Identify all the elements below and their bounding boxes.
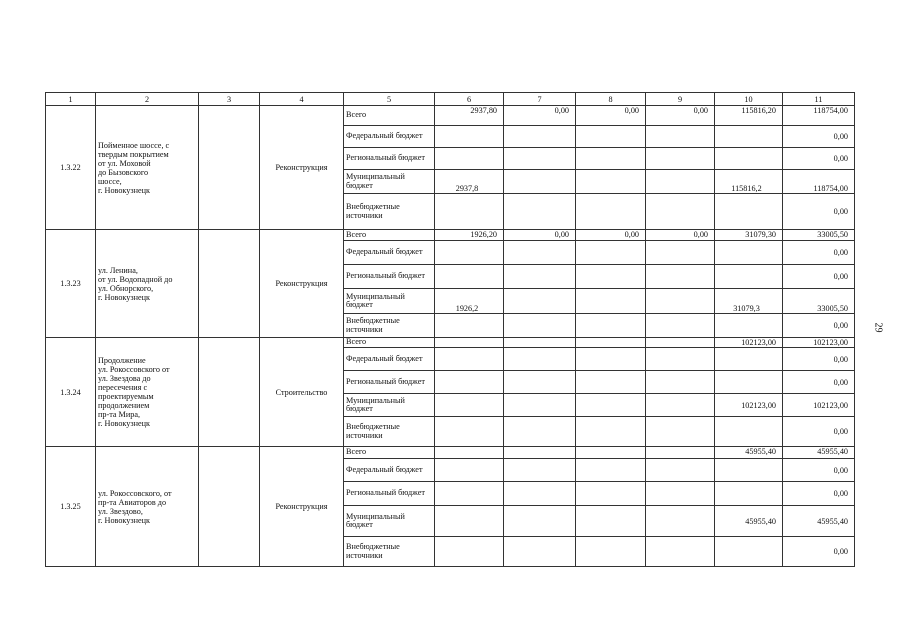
- cell-value: 102123,00: [813, 400, 848, 410]
- object-name-line: проектируемым: [98, 392, 154, 401]
- value-col-6: [435, 482, 504, 506]
- funding-source: Федеральный бюджет: [344, 241, 435, 265]
- funding-source: Муниципальный бюджет: [344, 506, 435, 537]
- value-col-10: [715, 506, 783, 537]
- funding-source: Федеральный бюджет: [344, 459, 435, 482]
- column-number-2: 2: [96, 93, 199, 106]
- value-col-8: [576, 394, 646, 417]
- empty-cell: [199, 230, 260, 338]
- value-col-7: [504, 230, 576, 241]
- object-name-line: продолжением: [98, 401, 150, 410]
- cell-value: 0,00: [554, 106, 569, 115]
- value-col-10: [715, 230, 783, 241]
- value-col-8: [576, 459, 646, 482]
- funding-source: Всего: [344, 338, 435, 348]
- empty-cell: [199, 338, 260, 447]
- object-name-line: твердым покрытием: [98, 149, 169, 159]
- column-number-row: [46, 93, 855, 106]
- value-col-11: [783, 371, 855, 394]
- object-name: [96, 447, 199, 567]
- cell-value: 45955,40: [817, 516, 848, 526]
- object-name-line: г. Новокузнецк: [98, 515, 151, 525]
- cell-value: 118754,00: [813, 184, 848, 193]
- value-col-11: [783, 506, 855, 537]
- cell-value: 31079,30: [745, 230, 776, 239]
- object-name-line: ул. Рокоссовского от: [98, 365, 170, 374]
- object-name-line: от ул. Моховой: [98, 158, 151, 168]
- value-col-6: [435, 230, 504, 241]
- page-number: 29: [872, 322, 884, 333]
- value-col-7: [504, 371, 576, 394]
- value-col-10: [715, 537, 783, 567]
- cell-value: 33005,50: [817, 304, 848, 313]
- value-col-7: [504, 241, 576, 265]
- value-col-10: [715, 459, 783, 482]
- cell-value: 115816,20: [741, 106, 776, 115]
- funding-source: Муниципальный бюджет: [344, 394, 435, 417]
- cell-value: 2937,8: [455, 184, 479, 193]
- funding-source: Федеральный бюджет: [344, 126, 435, 148]
- object-name-line: от ул. Водопадной до: [98, 274, 173, 284]
- value-col-8: [576, 417, 646, 447]
- value-col-9: [646, 447, 715, 459]
- value-col-7: [504, 289, 576, 314]
- value-col-10: [715, 289, 783, 314]
- funding-source: Федеральный бюджет: [344, 348, 435, 371]
- funding-source: Региональный бюджет: [344, 148, 435, 170]
- value-col-6: [435, 148, 504, 170]
- value-col-11: [783, 338, 855, 348]
- value-col-7: [504, 537, 576, 567]
- funding-source: Региональный бюджет: [344, 265, 435, 289]
- value-col-10: [715, 394, 783, 417]
- object-name-line: ул. Рокоссовского, от: [98, 488, 172, 498]
- item-number: 1.3.22: [46, 106, 96, 230]
- value-col-6: [435, 126, 504, 148]
- value-col-8: [576, 106, 646, 126]
- cell-value: 0,00: [624, 106, 639, 115]
- value-col-6: [435, 459, 504, 482]
- value-col-9: [646, 194, 715, 230]
- funding-source: Всего: [344, 447, 435, 459]
- value-col-8: [576, 289, 646, 314]
- table-row: [46, 230, 855, 241]
- value-col-8: [576, 371, 646, 394]
- cell-value: 115816,2: [731, 184, 762, 193]
- value-col-6: [435, 417, 504, 447]
- value-col-11: [783, 241, 855, 265]
- value-col-10: [715, 170, 783, 194]
- column-number-3: 3: [199, 93, 260, 106]
- value-col-6: [435, 170, 504, 194]
- column-number-7: 7: [504, 93, 576, 106]
- item-number: 1.3.23: [46, 230, 96, 338]
- value-col-8: [576, 265, 646, 289]
- object-name-line: ул. Ленина,: [98, 265, 138, 275]
- object-name-line: пересечения с: [98, 383, 148, 392]
- funding-source: Внебюджетные источники: [344, 194, 435, 230]
- value-col-11: [783, 106, 855, 126]
- value-col-10: [715, 126, 783, 148]
- object-name: [96, 338, 199, 447]
- value-col-11: [783, 265, 855, 289]
- cell-value: 102123,00: [741, 338, 776, 347]
- funding-source: Внебюджетные источники: [344, 537, 435, 567]
- value-col-8: [576, 537, 646, 567]
- value-col-7: [504, 148, 576, 170]
- cell-value: 0,00: [833, 377, 848, 387]
- value-col-7: [504, 506, 576, 537]
- object-name-line: г. Новокузнецк: [98, 185, 151, 195]
- cell-value: 0,00: [833, 547, 848, 556]
- value-col-10: [715, 241, 783, 265]
- value-col-9: [646, 126, 715, 148]
- value-col-10: [715, 348, 783, 371]
- cell-value: 0,00: [833, 489, 848, 498]
- value-col-7: [504, 394, 576, 417]
- value-col-6: [435, 348, 504, 371]
- value-col-10: [715, 194, 783, 230]
- value-col-8: [576, 148, 646, 170]
- value-col-11: [783, 482, 855, 506]
- value-col-11: [783, 447, 855, 459]
- value-col-9: [646, 338, 715, 348]
- value-col-6: [435, 371, 504, 394]
- value-col-8: [576, 506, 646, 537]
- value-col-7: [504, 106, 576, 126]
- cell-value: 31079,3: [733, 304, 760, 313]
- value-col-9: [646, 348, 715, 371]
- funding-source: Внебюджетные источники: [344, 314, 435, 338]
- funding-source: Внебюджетные источники: [344, 417, 435, 447]
- cell-value: 0,00: [693, 230, 708, 239]
- value-col-9: [646, 230, 715, 241]
- value-col-9: [646, 314, 715, 338]
- cell-value: 0,00: [833, 154, 848, 163]
- column-number-6: 6: [435, 93, 504, 106]
- value-col-6: [435, 289, 504, 314]
- cell-value: 1926,2: [455, 304, 479, 313]
- value-col-9: [646, 170, 715, 194]
- column-number-4: 4: [260, 93, 344, 106]
- value-col-11: [783, 230, 855, 241]
- value-col-7: [504, 348, 576, 371]
- value-col-11: [783, 537, 855, 567]
- value-col-11: [783, 459, 855, 482]
- cell-value: 0,00: [554, 230, 569, 239]
- cell-value: 0,00: [624, 230, 639, 239]
- funding-source: Всего: [344, 106, 435, 126]
- cell-value: 45955,40: [745, 516, 776, 526]
- value-col-6: [435, 194, 504, 230]
- table-row: [46, 338, 855, 348]
- value-col-9: [646, 289, 715, 314]
- cell-value: 0,00: [833, 132, 848, 141]
- empty-cell: [199, 447, 260, 567]
- value-col-9: [646, 482, 715, 506]
- object-name-line: пр-та Авиаторов до: [98, 497, 167, 507]
- value-col-8: [576, 230, 646, 241]
- value-col-9: [646, 417, 715, 447]
- value-col-10: [715, 338, 783, 348]
- funding-source: Всего: [344, 230, 435, 241]
- cell-value: 0,00: [833, 207, 848, 216]
- value-col-9: [646, 537, 715, 567]
- value-col-6: [435, 241, 504, 265]
- value-col-11: [783, 126, 855, 148]
- value-col-10: [715, 314, 783, 338]
- value-col-7: [504, 194, 576, 230]
- value-col-11: [783, 170, 855, 194]
- value-col-7: [504, 447, 576, 459]
- cell-value: 2937,80: [470, 106, 497, 115]
- cell-value: 0,00: [833, 272, 848, 281]
- value-col-6: [435, 537, 504, 567]
- funding-source: Муниципальный бюджет: [344, 289, 435, 314]
- value-col-8: [576, 194, 646, 230]
- object-name-line: ул. Обнорского,: [98, 283, 154, 293]
- value-col-8: [576, 126, 646, 148]
- column-number-10: 10: [715, 93, 783, 106]
- object-name-line: г. Новокузнецк: [98, 292, 151, 302]
- value-col-6: [435, 265, 504, 289]
- object-name-line: ул. Звездово,: [98, 506, 143, 516]
- cell-value: 0,00: [833, 248, 848, 257]
- object-name-line: шоссе,: [98, 176, 122, 186]
- cell-value: 0,00: [833, 465, 848, 475]
- value-col-11: [783, 417, 855, 447]
- value-col-7: [504, 482, 576, 506]
- value-col-8: [576, 348, 646, 371]
- object-name-line: ул. Звездова до: [98, 374, 151, 383]
- column-number-5: 5: [344, 93, 435, 106]
- value-col-8: [576, 241, 646, 265]
- value-col-7: [504, 170, 576, 194]
- object-name-line: до Бызовского: [98, 167, 149, 177]
- value-col-9: [646, 394, 715, 417]
- value-col-8: [576, 482, 646, 506]
- value-col-6: [435, 506, 504, 537]
- table-row: [46, 106, 855, 126]
- object-name-line: пр-та Мира,: [98, 410, 140, 419]
- cell-value: 45955,40: [745, 447, 776, 456]
- value-col-8: [576, 338, 646, 348]
- value-col-9: [646, 148, 715, 170]
- value-col-10: [715, 482, 783, 506]
- budget-table: [45, 92, 855, 567]
- value-col-7: [504, 314, 576, 338]
- cell-value: 102123,00: [741, 400, 776, 410]
- value-col-9: [646, 265, 715, 289]
- funding-source: Муниципальный бюджет: [344, 170, 435, 194]
- column-number-1: 1: [46, 93, 96, 106]
- cell-value: 0,00: [833, 354, 848, 364]
- value-col-11: [783, 194, 855, 230]
- cell-value: 0,00: [693, 106, 708, 115]
- value-col-10: [715, 106, 783, 126]
- cell-value: 118754,00: [813, 106, 848, 115]
- value-col-9: [646, 459, 715, 482]
- value-col-9: [646, 241, 715, 265]
- value-col-6: [435, 106, 504, 126]
- cell-value: 1926,20: [470, 230, 497, 239]
- value-col-11: [783, 348, 855, 371]
- funding-source: Региональный бюджет: [344, 371, 435, 394]
- work-type: Реконструкция: [260, 106, 344, 230]
- value-col-11: [783, 148, 855, 170]
- cell-value: 45955,40: [817, 447, 848, 456]
- value-col-6: [435, 447, 504, 459]
- value-col-6: [435, 394, 504, 417]
- cell-value: 0,00: [833, 321, 848, 330]
- object-name-line: Продолжение: [98, 356, 146, 365]
- work-type: Реконструкция: [260, 230, 344, 338]
- column-number-9: 9: [646, 93, 715, 106]
- value-col-8: [576, 170, 646, 194]
- value-col-10: [715, 417, 783, 447]
- cell-value: 0,00: [833, 427, 848, 436]
- value-col-8: [576, 314, 646, 338]
- value-col-7: [504, 265, 576, 289]
- value-col-10: [715, 148, 783, 170]
- empty-cell: [199, 106, 260, 230]
- value-col-8: [576, 447, 646, 459]
- value-col-10: [715, 447, 783, 459]
- value-col-9: [646, 371, 715, 394]
- value-col-10: [715, 265, 783, 289]
- value-col-6: [435, 314, 504, 338]
- value-col-7: [504, 338, 576, 348]
- value-col-11: [783, 314, 855, 338]
- value-col-7: [504, 126, 576, 148]
- object-name-line: Пойменное шоссе, с: [98, 140, 170, 150]
- column-number-11: 11: [783, 93, 855, 106]
- object-name: [96, 106, 199, 230]
- value-col-6: [435, 338, 504, 348]
- work-type: Реконструкция: [260, 447, 344, 567]
- value-col-10: [715, 371, 783, 394]
- value-col-11: [783, 394, 855, 417]
- column-number-8: 8: [576, 93, 646, 106]
- cell-value: 33005,50: [817, 230, 848, 239]
- value-col-9: [646, 506, 715, 537]
- object-name: [96, 230, 199, 338]
- funding-source: Региональный бюджет: [344, 482, 435, 506]
- cell-value: 102123,00: [813, 338, 848, 347]
- value-col-11: [783, 289, 855, 314]
- table-row: [46, 447, 855, 459]
- value-col-9: [646, 106, 715, 126]
- value-col-7: [504, 417, 576, 447]
- item-number: 1.3.24: [46, 338, 96, 447]
- value-col-7: [504, 459, 576, 482]
- work-type: Строительство: [260, 338, 344, 447]
- object-name-line: г. Новокузнецк: [98, 419, 151, 428]
- item-number: 1.3.25: [46, 447, 96, 567]
